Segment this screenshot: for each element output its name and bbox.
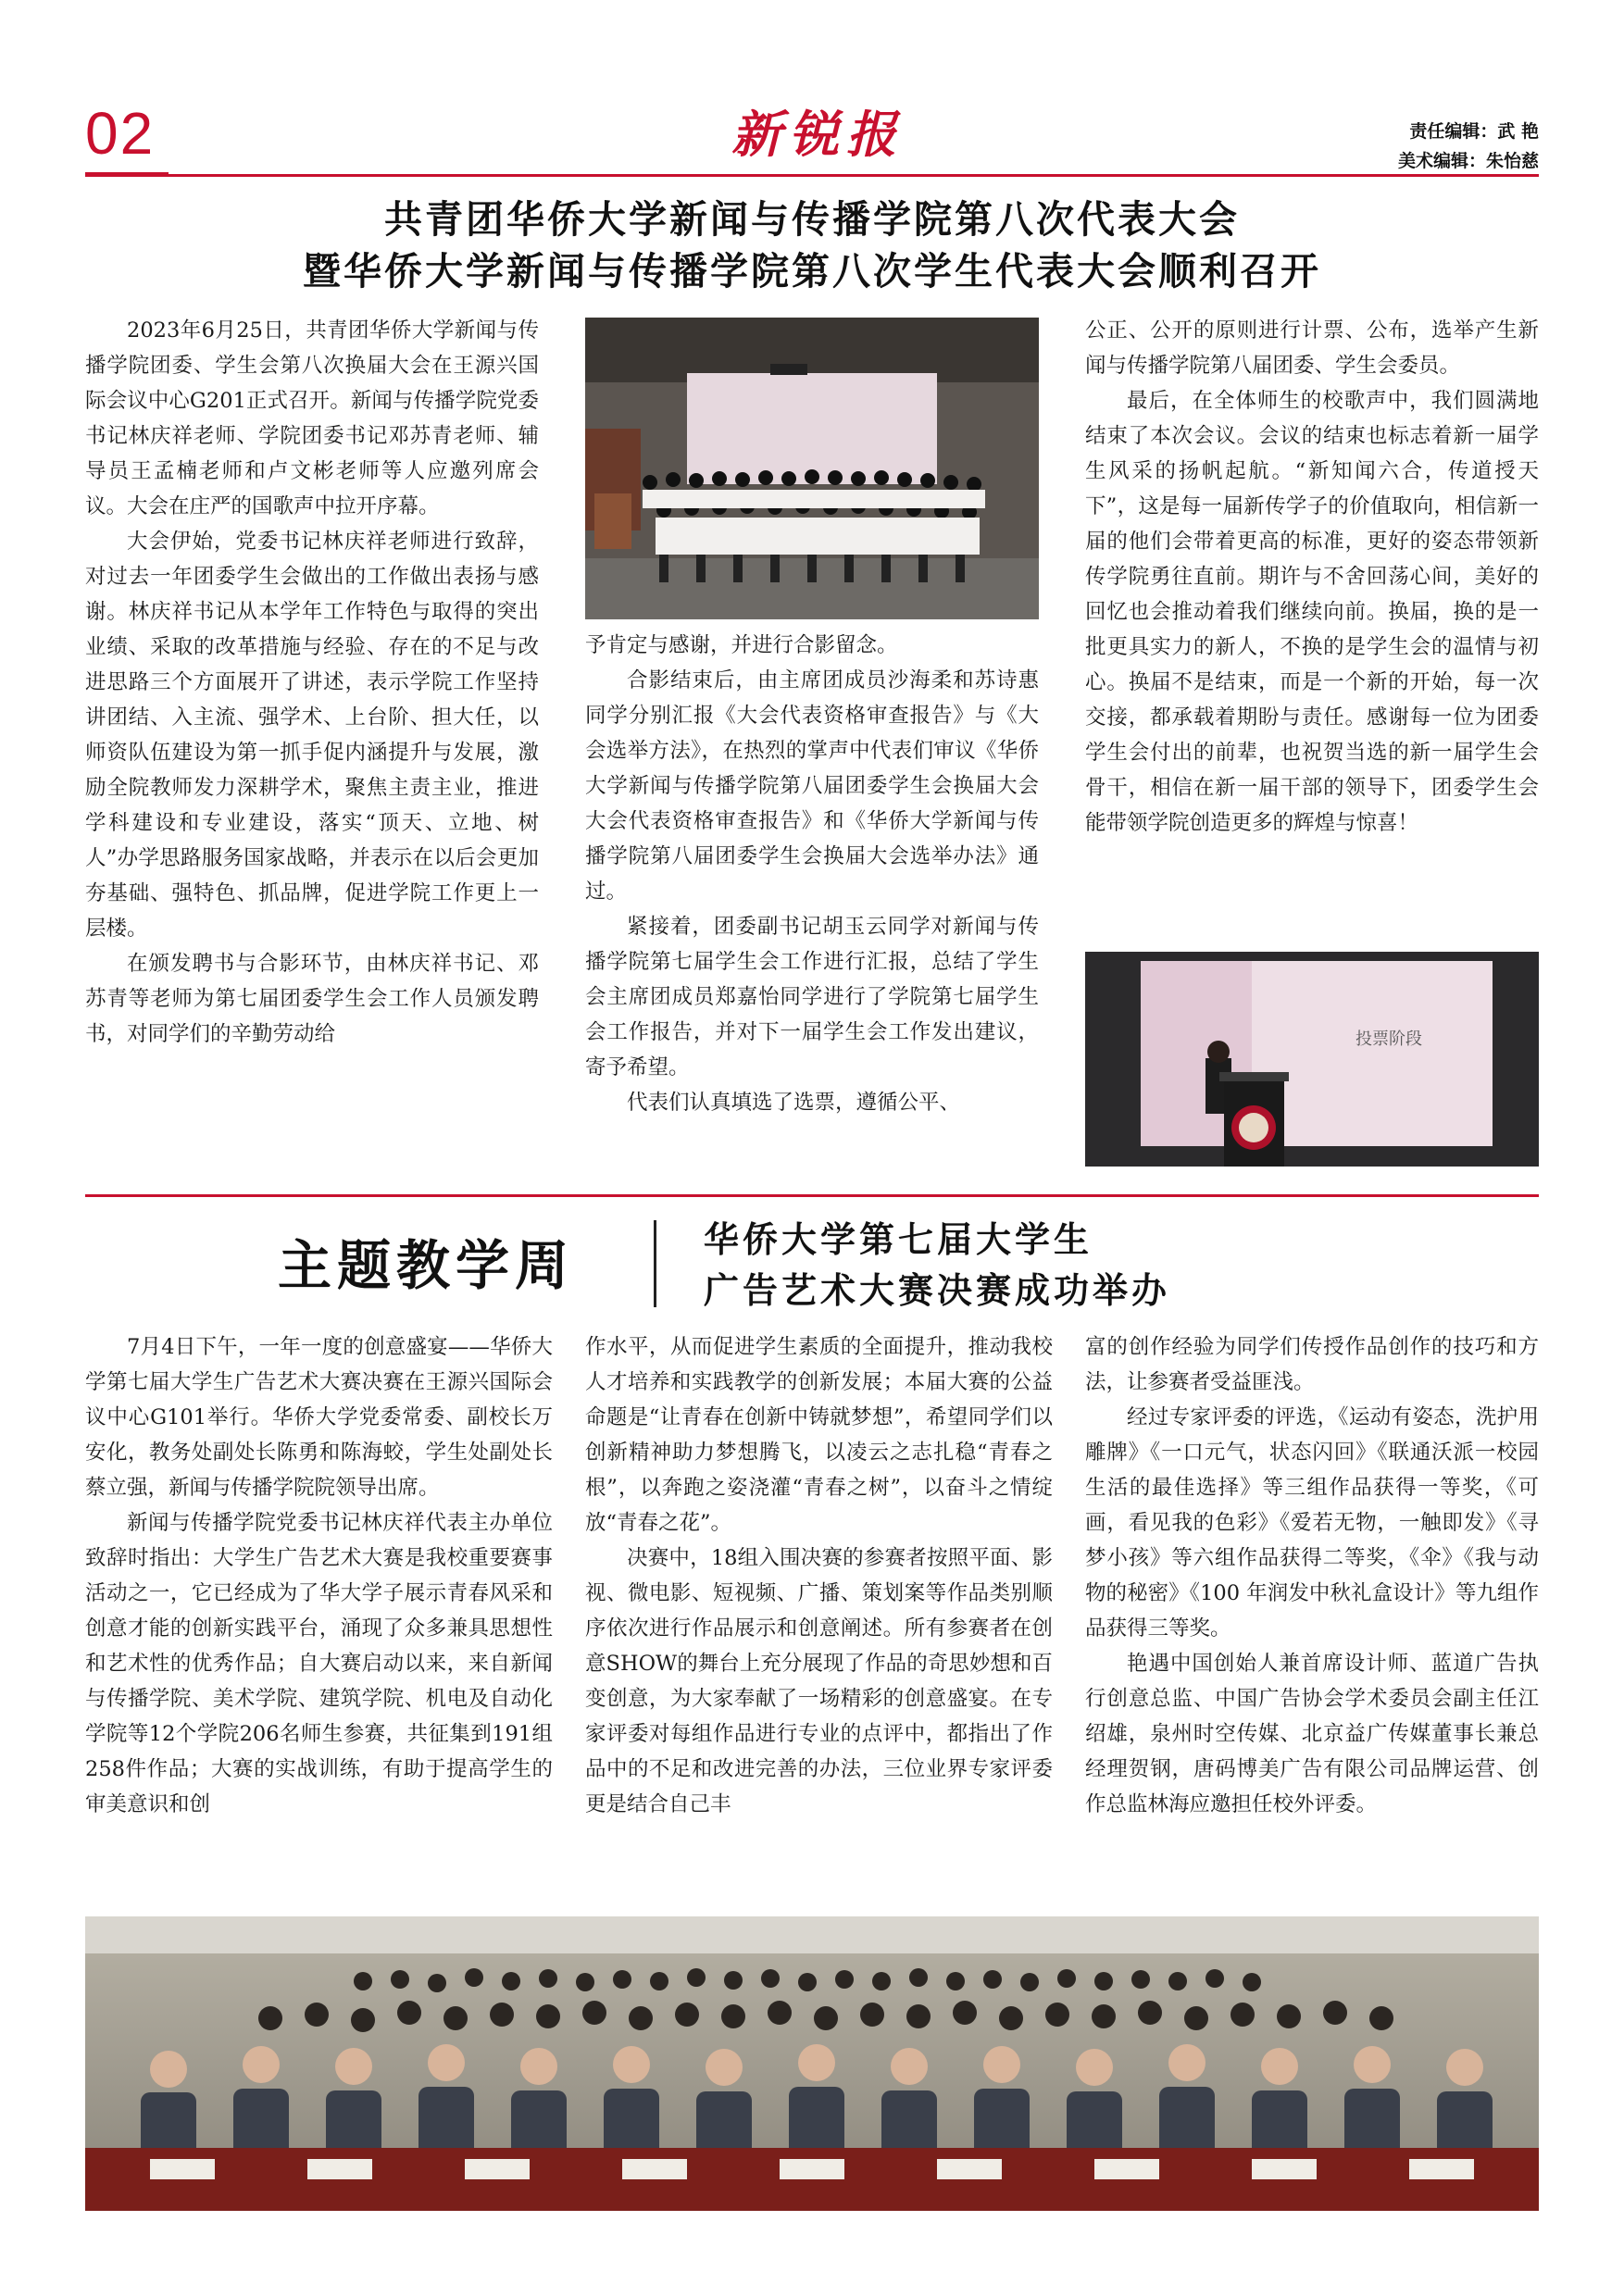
- paragraph: 艳遇中国创始人兼首席设计师、蓝道广告执行创意总监、中国广告协会学术委员会副主任江绍雄，泉州时空传媒、北京益广传媒董事长兼总经理贺钢，唐码博美广告有限公司品牌运营、创作总监林海应邀担任校外评委。: [1085, 1652, 1539, 1816]
- paragraph: 2023年6月25日，共青团华侨大学新闻与传播学院团委、学生会第八次换届大会在王源兴国际会议中心G201正式召开。新闻与传播学院党委书记林庆祥老师、学院团委书记邓苏青老师、辅导员王孟楠老师和卢文彬老师等人应邀列席会议。大会在庄严的国歌声中拉开序幕。: [85, 318, 539, 518]
- paragraph: 新闻与传播学院党委书记林庆祥代表主办单位致辞时指出：大学生广告艺术大赛是我校重要赛事活动之一，它已经成为了华大学子展示青春风采和创意才能的创新实践平台，涌现了众多兼具思想性和艺术性的优秀作品；自大赛启动以来，来自新闻与传播学院、美术学院、建筑学院、机电及自动化学院等12个学院206名师生参赛，共征集到191组258件作品；大赛的实战训练，有助于提高学生的审美意识和创: [85, 1511, 553, 1816]
- paragraph: 7月4日下午，一年一度的创意盛宴——华侨大学第七届大学生广告艺术大赛决赛在王源兴国际会议中心G101举行。华侨大学党委常委、副校长万安化，教务处副处长陈勇和陈海蛟，学生处副处长蔡立强，新闻与传播学院院领导出席。: [85, 1335, 553, 1500]
- article2-headline: [704, 1215, 1170, 1316]
- article2-column2: [585, 1329, 1053, 1822]
- paragraph: 富的创作经验为同学们传授作品创作的技巧和方法，让参赛者受益匪浅。: [1085, 1335, 1539, 1394]
- paragraph: 公正、公开的原则进行计票、公布，选举产生新闻与传播学院第八届团委、学生会委员。: [1085, 318, 1539, 378]
- newspaper-masthead: 新锐报: [731, 105, 904, 164]
- paragraph: 予肯定与感谢，并进行合影留念。: [585, 633, 898, 657]
- paragraph: 大会伊始，党委书记林庆祥老师进行致辞，对过去一年团委学生会做出的工作做出表扬与感谢。林庆祥书记从本学年工作特色与取得的突出业绩、采取的改革措施与经验、存在的不足与改进思路三个方面展开了讲述，表示学院工作坚持讲团结、入主流、强学术、上台阶、担大任，以师资队伍建设为第一抓手促内涵提升与发展，激励全院教师发力深耕学术，聚焦主责主业，推进学科建设和专业建设，落实“顶天、立地、树人”办学思路服务国家战略，并表示在以后会更加夯基础、强特色、抓品牌，促进学院工作更上一层楼。: [85, 530, 539, 941]
- art-editor-line: 美术编辑：朱怡慈: [1397, 151, 1539, 171]
- article2-headline-line1: 华侨大学第七届大学生: [704, 1219, 1093, 1260]
- paragraph: 作水平，从而促进学生素质的全面提升，推动我校人才培养和实践教学的创新发展；本届大赛的公益命题是“让青春在创新中铸就梦想”，希望同学们以创新精神助力梦想腾飞，以凌云之志扎稳“青春之根”，以奔跑之姿浇灌“青春之树”，以奋斗之情绽放“青春之花”。: [585, 1335, 1053, 1535]
- section-separator: [654, 1220, 656, 1307]
- page-number: 02: [85, 100, 156, 167]
- slide-text: 投票阶段: [1355, 1029, 1422, 1049]
- article1-headline-line1: 共青团华侨大学新闻与传播学院第八次代表大会: [384, 197, 1240, 242]
- audience-photo-illustration: [85, 1916, 1539, 2211]
- audience-photo: [85, 1916, 1539, 2211]
- article1-headline-line2: 暨华侨大学新闻与传播学院第八次学生代表大会顺利召开: [303, 249, 1321, 293]
- paragraph: 经过专家评委的评选，《运动有姿态，洗护用雕牌》《一口元气，状态闪回》《联通沃派一校园生活的最佳选择》等三组作品获得一等奖，《可画，看见我的色彩》《爱若无物，一触即发》《寻梦小孩》等六组作品获得二等奖，《伞》《我与动物的秘密》《100 年润发中秋礼盒设计》等九组作品获得三等奖。: [1085, 1405, 1539, 1641]
- paragraph: 合影结束后，由主席团成员沙海柔和苏诗惠同学分别汇报《大会代表资格审查报告》与《大会选举方法》，在热烈的掌声中代表们审议《华侨大学新闻与传播学院第八届团委学生会换届大会大会代表资格审查报告》和《华侨大学新闻与传播学院第八届团委学生会换届大会选举办法》通过。: [585, 668, 1039, 904]
- paragraph: 紧接着，团委副书记胡玉云同学对新闻与传播学院第七届学生会工作进行汇报，总结了学生会主席团成员郑嘉怡同学进行了学院第七届学生会工作报告，并对下一届学生会工作发出建议，寄予希望。: [585, 915, 1039, 1079]
- article1-column1: [85, 313, 539, 1052]
- paragraph: 在颁发聘书与合影环节，由林庆祥书记、邓苏青等老师为第七届团委学生会工作人员颁发聘书，对同学们的辛勤劳动给: [85, 952, 539, 1046]
- article2-column1: [85, 1329, 553, 1822]
- group-photo-illustration: [585, 318, 1039, 619]
- paragraph: 最后，在全体师生的校歌声中，我们圆满地结束了本次会议。会议的结束也标志着新一届学生风采的扬帆起航。“新知闻六合，传道授天下”，这是每一届新传学子的价值取向，相信新一届的他们会带着更高的标准，更好的姿态带领新传学院勇往直前。期许与不舍回荡心间，美好的回忆也会推动着我们继续向前。换届，换的是一批更具实力的新人，不换的是学生会的温情与初心。换届不是结束，而是一个新的开始，每一次交接，都承载着期盼与责任。感谢每一位为团委学生会付出的前辈，也祝贺当选的新一届学生会骨干，相信在新一届干部的领导下，团委学生会能带领学院创造更多的辉煌与惊喜！: [1085, 389, 1539, 835]
- speaker-photo-illustration: [1085, 952, 1539, 1167]
- article2-headline-line2: 广告艺术大赛决赛成功举办: [704, 1270, 1171, 1311]
- editor-credits: [1398, 117, 1539, 176]
- editor-line: 责任编辑：武 艳: [1409, 121, 1539, 142]
- article2-column3: [1085, 1329, 1539, 1822]
- header-rule: [85, 174, 1539, 177]
- section-divider: [85, 1194, 1539, 1197]
- paragraph: 代表们认真填选了选票，遵循公平、: [627, 1091, 961, 1115]
- speaker-photo: [1085, 952, 1539, 1167]
- article1-column3: [1085, 313, 1539, 841]
- group-photo: [585, 318, 1039, 619]
- paragraph: 决赛中，18组入围决赛的参赛者按照平面、影视、微电影、短视频、广播、策划案等作品类别顺序依次进行作品展示和创意阐述。所有参赛者在创意SHOW的舞台上充分展现了作品的奇思妙想和百变创意，为大家奉献了一场精彩的创意盛宴。在专家评委对每组作品进行专业的点评中，都指出了作品中的不足和改进完善的办法，三位业界专家评委更是结合自己丰: [585, 1546, 1053, 1816]
- header-rule-accent: [85, 172, 169, 177]
- article1-column2: [585, 628, 1039, 1120]
- section-title: 主题教学周: [278, 1234, 575, 1297]
